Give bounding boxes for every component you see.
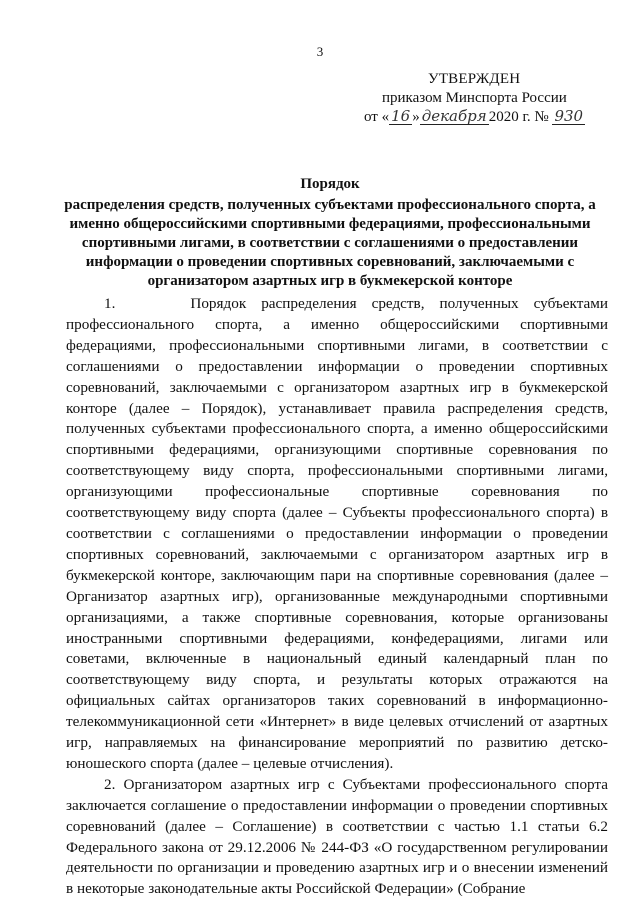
approval-order-line: приказом Минспорта России: [382, 90, 567, 106]
title-subtitle: распределения средств, полученных субъектами профессионального спорта, а именно общероссийскими спортивными федерациями, профессиональными спортивными лигами, в соответствии с соглашениями о предоставлении информации о проведении спортивных соревнований, заключаемыми с организатором азартных игр в букмекерской конторе: [64, 197, 596, 289]
title-main: Порядок: [300, 176, 360, 192]
handwritten-day: 16: [391, 107, 411, 125]
handwritten-month: декабря: [421, 107, 487, 125]
approval-heading: УТВЕРЖДЕН: [428, 71, 521, 87]
year-and-number-label: 2020 г. №: [488, 109, 549, 125]
document-body: [66, 294, 608, 900]
paragraph-1: 1. Порядок распределения средств, полученных субъектами профессионального спорта, а именно общероссийскими спортивными федерациями, профессиональными спортивными лигами, в соответствии с соглашениями о предоставлении информации о проведении спортивных соревнований, заключаемыми с организатором азартных игр в букмекерской конторе (далее – Порядок), устанавливает правила распределения средств, полученных субъектами профессионального спорта, а именно общероссийскими спортивными федерациями, организующими спортивные соревнования по соответствующему виду спорта, профессиональными спортивными лигами, организующими профессиональные спортивные соревнования по соответствующему виду спорта (далее – Субъекты профессионального спорта) в соответствии с соглашениями о предоставлении информации о проведении спортивных соревнований, заключаемыми с организатором азартных игр в букмекерской конторе, заключающим пари на спортивные соревнования (далее – Организатор азартных игр), организованные международными спортивными организациями, а также спортивные соревнования, которые организованы иностранными спортивными федерациями, конфедерациями, лигами или советами, включенные в национальный единый календарный план по соответствующему виду спорта, и результаты которых отражаются на официальных сайтах организаторов таких соревнований в информационно-телекоммуникационной сети «Интернет» в виде целевых отчислений от азартных игр, направляемых на финансирование мероприятий по развитию детско-юношеского спорта (далее – целевые отчисления).: [66, 295, 608, 772]
approval-stamp: [360, 70, 600, 127]
approval-date-line: [360, 108, 600, 127]
document-title: [60, 175, 600, 291]
page-number: 3: [316, 44, 324, 59]
paragraph-2: 2. Организатором азартных игр с Субъектами профессионального спорта заключается соглашение о предоставлении информации о проведении спортивных соревнований (далее – Соглашение) в соответствии с частью 1.1 статьи 6.2 Федерального закона от 29.12.2006 № 244-ФЗ «О государственном регулировании деятельности по организации и проведению азартных игр и о внесении изменений в некоторые законодательные акты Российской Федерации» (Собрание: [66, 775, 608, 898]
handwritten-order-number: 930: [554, 107, 584, 125]
date-prefix: от «: [364, 109, 390, 125]
date-mid: »: [412, 109, 420, 125]
